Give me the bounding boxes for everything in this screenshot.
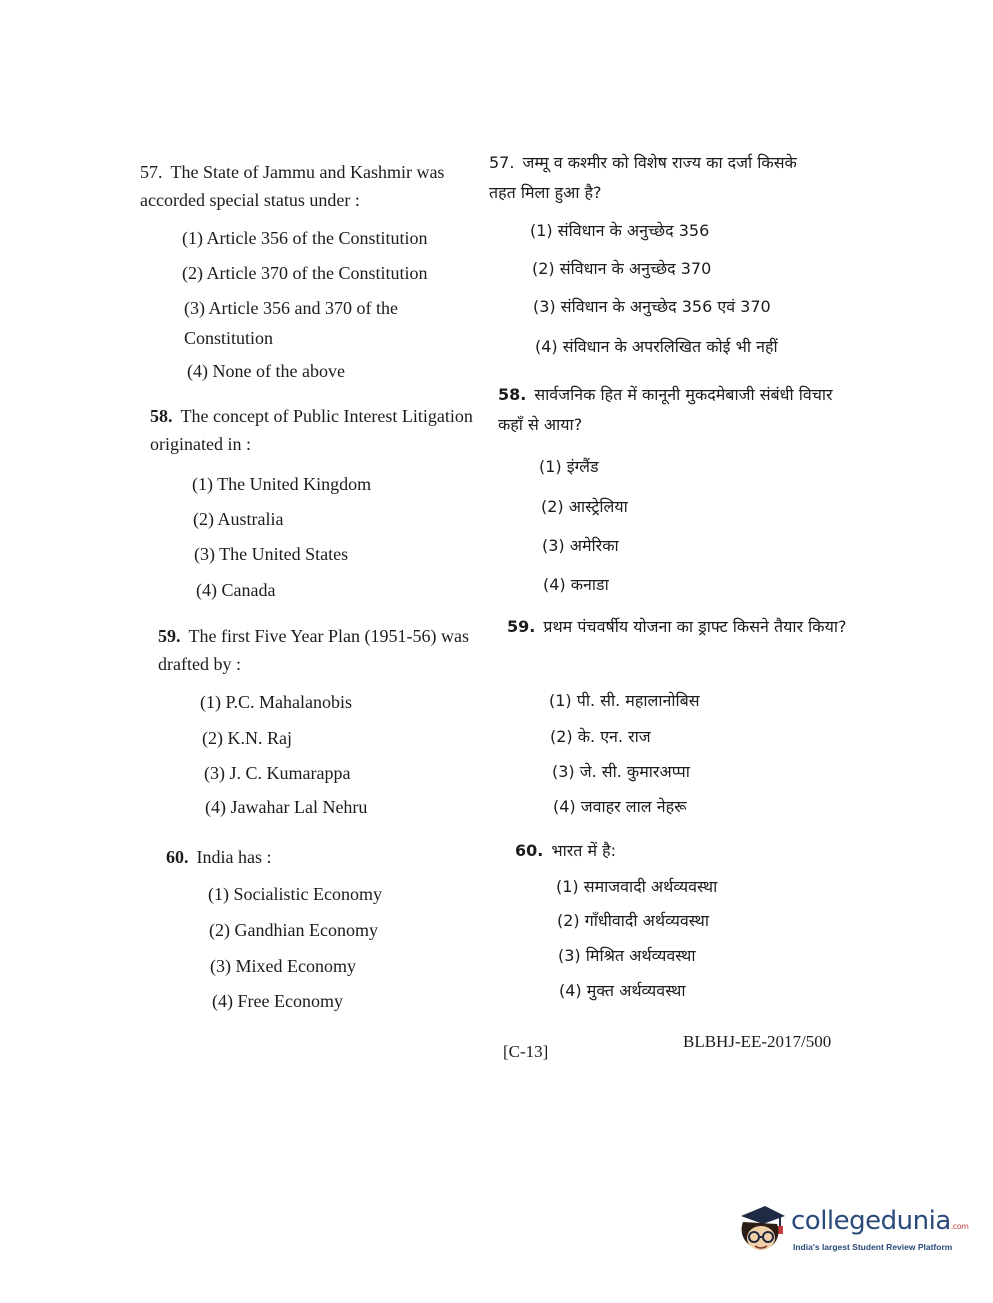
question-58-en	[150, 402, 485, 458]
question-text: जम्मू व कश्मीर को विशेष राज्य का दर्जा किसके तहत मिला हुआ है?	[489, 153, 797, 202]
question-text: सार्वजनिक हित में कानूनी मुकदमेबाजी संबंधी विचार कहाँ से आया?	[498, 385, 833, 434]
option-57-4-en: (4) None of the above	[187, 361, 345, 381]
option-60-1-hi: (1) समाजवादी अर्थव्यवस्था	[556, 877, 718, 896]
question-58-hi	[498, 380, 838, 440]
paper-code: BLBHJ-EE-2017/500	[683, 1032, 832, 1051]
option-58-2-en: (2) Australia	[193, 509, 284, 529]
option-57-4-hi: (4) संविधान के अपरलिखित कोई भी नहीं	[535, 337, 778, 356]
option-60-4-hi: (4) मुक्त अर्थव्यवस्था	[559, 981, 686, 1000]
question-60-en	[166, 843, 486, 871]
student-mascot-icon	[735, 1202, 787, 1258]
page-number: [C-13]	[503, 1042, 549, 1061]
option-59-1-hi: (1) पी. सी. महालानोबिस	[549, 691, 700, 710]
option-57-3-hi: (3) संविधान के अनुच्छेद 356 एवं 370	[533, 297, 771, 316]
option-60-3-hi: (3) मिश्रित अर्थव्यवस्था	[558, 946, 696, 965]
question-text: प्रथम पंचवर्षीय योजना का ड्राफ्ट किसने तैयार किया?	[543, 617, 847, 636]
question-57-en	[140, 158, 480, 214]
option-60-2-en: (2) Gandhian Economy	[209, 920, 378, 940]
question-59-en	[158, 622, 493, 678]
option-59-4-hi: (4) जवाहर लाल नेहरू	[553, 797, 687, 816]
option-60-2-hi: (2) गाँधीवादी अर्थव्यवस्था	[557, 911, 710, 930]
option-58-3-hi: (3) अमेरिका	[542, 536, 619, 555]
option-60-4-en: (4) Free Economy	[212, 991, 343, 1011]
question-text: The first Five Year Plan (1951-56) was drafted by :	[158, 626, 469, 674]
option-58-1-hi: (1) इंग्लैंड	[539, 457, 599, 476]
question-number: 58.	[150, 406, 173, 426]
question-text: The concept of Public Interest Litigation originated in :	[150, 406, 473, 454]
option-60-3-en: (3) Mixed Economy	[210, 956, 356, 976]
logo-wordmark: collegedunia.com	[791, 1206, 969, 1236]
question-59-hi	[507, 612, 847, 642]
option-57-1-hi: (1) संविधान के अनुच्छेद 356	[530, 221, 710, 240]
option-57-3-en: (3) Article 356 and 370 of the Constitution	[184, 298, 398, 348]
logo-tagline: India's largest Student Review Platform	[793, 1242, 953, 1252]
option-59-2-hi: (2) के. एन. राज	[550, 727, 651, 746]
collegedunia-logo	[735, 1196, 969, 1266]
question-text: भारत में है:	[551, 841, 617, 860]
option-58-4-en: (4) Canada	[196, 580, 276, 600]
option-58-2-hi: (2) आस्ट्रेलिया	[541, 497, 628, 516]
option-58-3-en: (3) The United States	[194, 544, 349, 564]
question-text: India has :	[196, 847, 272, 867]
question-number: 58.	[498, 385, 527, 404]
question-number: 59.	[507, 617, 536, 636]
question-text: The State of Jammu and Kashmir was accorded special status under :	[140, 162, 445, 210]
option-60-1-en: (1) Socialistic Economy	[208, 884, 382, 904]
option-58-1-en: (1) The United Kingdom	[192, 474, 372, 494]
option-59-1-en: (1) P.C. Mahalanobis	[200, 692, 352, 712]
question-number: 60.	[166, 847, 189, 867]
option-57-2-en: (2) Article 370 of the Constitution	[182, 263, 428, 283]
question-number: 59.	[158, 626, 181, 646]
option-58-4-hi: (4) कनाडा	[543, 575, 609, 594]
option-59-4-en: (4) Jawahar Lal Nehru	[205, 797, 368, 817]
question-number: 60.	[515, 841, 544, 860]
option-57-1-en: (1) Article 356 of the Constitution	[182, 228, 428, 248]
question-60-hi	[515, 836, 815, 866]
question-number: 57.	[489, 153, 515, 172]
option-57-2-hi: (2) संविधान के अनुच्छेद 370	[532, 259, 712, 278]
option-59-3-en: (3) J. C. Kumarappa	[204, 763, 351, 783]
question-number: 57.	[140, 162, 163, 182]
question-57-hi	[489, 148, 819, 208]
option-59-2-en: (2) K.N. Raj	[202, 728, 292, 748]
option-59-3-hi: (3) जे. सी. कुमारअप्पा	[552, 762, 690, 781]
